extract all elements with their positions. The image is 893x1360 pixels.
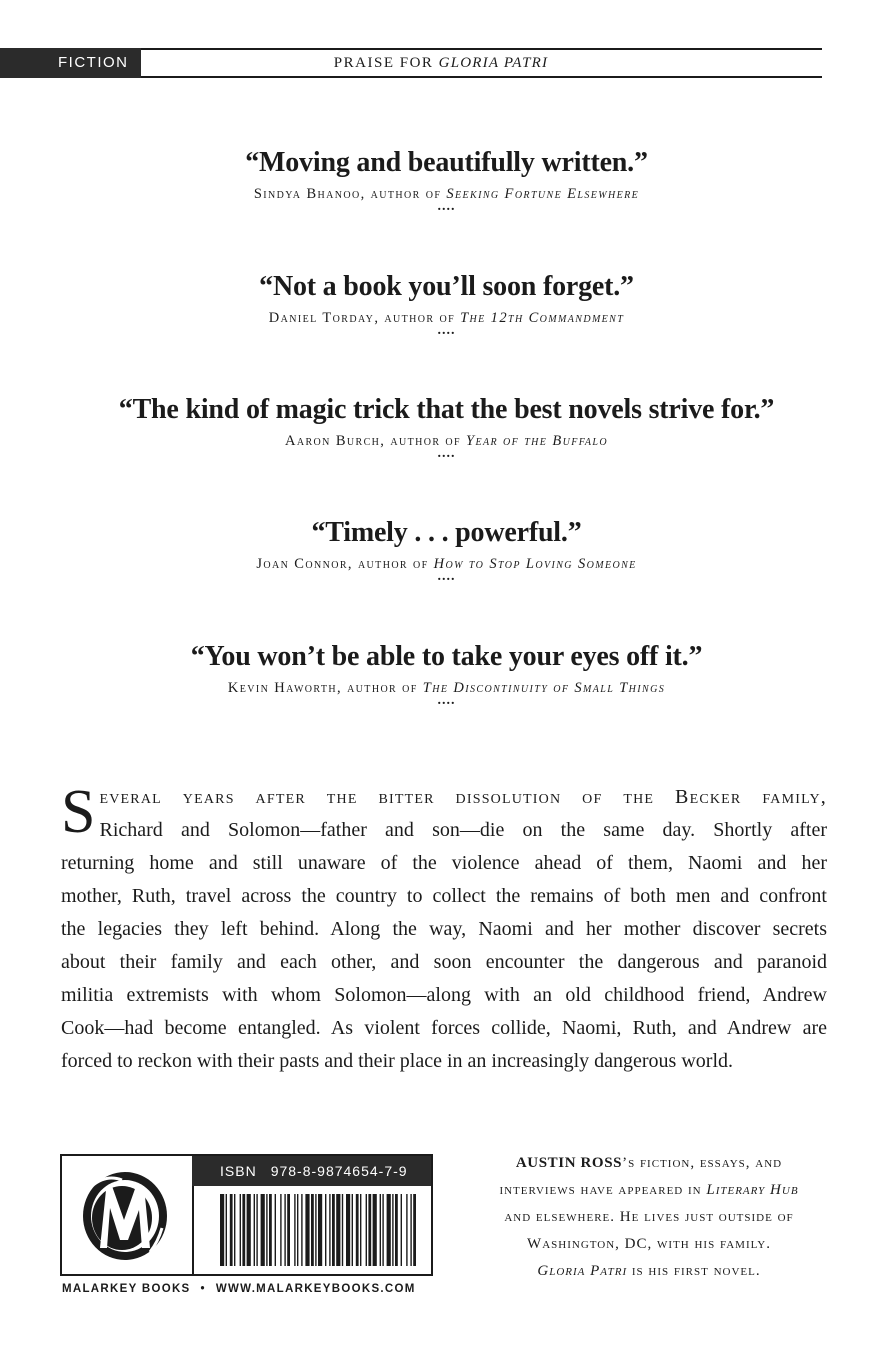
barcode-bar [406, 1194, 407, 1266]
blurb-separator: .... [437, 693, 456, 708]
publisher-url[interactable]: WWW.MALARKEYBOOKS.COM [215, 1283, 416, 1295]
synopsis-line: returning home and still unaware of the violence ahead of them, Naomi and her [61, 852, 827, 874]
barcode-bar [311, 1194, 314, 1266]
blurb-1 [0, 146, 893, 212]
isbn-bar [192, 1156, 431, 1186]
malarkey-logo-icon [62, 1156, 192, 1274]
synopsis-last-line: forced to reckon with their pasts and their place in an increasingly dangerous world. [61, 1050, 734, 1072]
blurb-role: , author of [347, 556, 434, 572]
barcode-bar [356, 1194, 359, 1266]
synopsis-line: the legacies they left behind. Along the way, Naomi and her mother discover secrets [61, 918, 827, 940]
barcode-bar [226, 1194, 227, 1266]
blurb-quote: “The kind of magic trick that the best novels strive for.” [118, 394, 775, 425]
synopsis-line: militia extremists with whom Solomon—along with an old childhood friend, Andrew [61, 984, 827, 1006]
blurb-author: Aaron Burch [284, 433, 381, 449]
blurb-author: Kevin Haworth [227, 680, 338, 696]
barcode-bar [254, 1194, 255, 1266]
barcode-bar [234, 1194, 235, 1266]
barcode-bar [410, 1194, 411, 1266]
blurb-3 [0, 393, 893, 459]
blurb-separator: .... [437, 446, 456, 461]
praise-heading [141, 50, 741, 76]
barcode-bar [297, 1194, 298, 1266]
blurb-quote: “You won’t be able to take your eyes off it.” [190, 641, 703, 672]
barcode-bar [261, 1194, 265, 1266]
barcode-bar [240, 1194, 241, 1266]
barcode-bar [294, 1194, 295, 1266]
drop-cap: S [61, 778, 96, 846]
blurb-role: , author of [337, 680, 423, 696]
barcode-bar [336, 1194, 340, 1266]
barcode-bar [368, 1194, 371, 1266]
blurb-quote: “Timely . . . powerful.” [311, 517, 582, 548]
bio-line-3: and elsewhere. He lives just outside of [504, 1209, 794, 1225]
barcode-bar [247, 1194, 251, 1266]
praise-prefix: PRAISE FOR [333, 55, 434, 71]
bio-line-2 [466, 1177, 832, 1204]
barcode-bar [380, 1194, 381, 1266]
blurb-separator: .... [437, 323, 456, 338]
bio-line-5 [466, 1258, 832, 1285]
barcode-bar [392, 1194, 393, 1266]
barcode-bar [266, 1194, 267, 1266]
barcode-bar [329, 1194, 330, 1266]
blurb-role: , author of [380, 433, 467, 449]
author-name: AUSTIN ROSS [515, 1155, 623, 1171]
isbn-number: 978-8-9874654-7-9 [270, 1163, 408, 1179]
bio-publication: Literary Hub [706, 1182, 799, 1198]
blurb-quote: “Moving and beautifully written.” [245, 147, 648, 178]
bio-text: ’s fiction, essays, and [622, 1155, 783, 1171]
barcode-bar [280, 1194, 281, 1266]
barcode-bar [395, 1194, 398, 1266]
barcode-bar [318, 1194, 322, 1266]
author-bio [466, 1150, 832, 1285]
blurb-separator: .... [437, 199, 456, 214]
synopsis [61, 778, 827, 1078]
barcode-bar [413, 1194, 416, 1266]
synopsis-line: Richard and Solomon—father and son—die on the same day. Shortly after [99, 819, 827, 841]
barcode-bar [342, 1194, 343, 1266]
blurb-book: How to Stop Loving Someone [433, 556, 637, 572]
barcode-bar [220, 1194, 224, 1266]
isbn-label: ISBN [220, 1163, 257, 1179]
blurb-book: The Discontinuity of Small Things [422, 680, 666, 696]
blurb-book: Seeking Fortune Elsewhere [446, 186, 640, 202]
barcode-bar [332, 1194, 335, 1266]
barcode-bar [366, 1194, 367, 1266]
bio-book-title: Gloria Patri [537, 1263, 628, 1279]
genre-tab: FICTION [0, 48, 141, 78]
barcode-bar [325, 1194, 326, 1266]
logo-cell [62, 1156, 194, 1274]
blurb-author: Daniel Torday [268, 310, 375, 326]
bio-line-1 [466, 1150, 832, 1177]
synopsis-line: mother, Ruth, travel across the country to collect the remains of both men and confront [61, 885, 827, 907]
barcode-bar [346, 1194, 350, 1266]
blurb-book: The 12th Commandment [460, 310, 625, 326]
blurb-separator: .... [437, 569, 456, 584]
barcode-bar [284, 1194, 285, 1266]
blurb-2 [0, 270, 893, 336]
bio-text: is his first novel. [627, 1263, 761, 1279]
blurb-quote: “Not a book you’ll soon forget.” [259, 271, 634, 302]
praise-book-title: GLORIA PATRI [438, 55, 549, 71]
barcode-bar [242, 1194, 245, 1266]
footer-bullet: • [200, 1283, 206, 1295]
blurb-5 [0, 640, 893, 706]
barcode-bar [256, 1194, 257, 1266]
blurb-4 [0, 516, 893, 582]
barcode-icon [220, 1194, 416, 1266]
blurb-author: Sindya Bhanoo [253, 186, 361, 202]
barcode-bar [401, 1194, 402, 1266]
barcode-bar [360, 1194, 361, 1266]
bio-text: interviews have appeared in [499, 1182, 707, 1198]
barcode-bar [352, 1194, 353, 1266]
publisher-footer [62, 1283, 434, 1295]
blurb-role: , author of [374, 310, 461, 326]
bio-line-4: Washington, DC, with his family. [527, 1236, 771, 1252]
barcode-bar [287, 1194, 290, 1266]
barcode-bar [373, 1194, 377, 1266]
barcode-bar [275, 1194, 276, 1266]
publisher-name: MALARKEY BOOKS [62, 1283, 191, 1295]
blurb-book: Year of the Buffalo [466, 433, 609, 449]
barcode-bar [230, 1194, 233, 1266]
synopsis-line: Cook—had become entangled. As violent forces collide, Naomi, Ruth, and Andrew are [61, 1017, 827, 1039]
barcode-bar [387, 1194, 391, 1266]
barcode-bar [382, 1194, 383, 1266]
barcode-bar [301, 1194, 302, 1266]
synopsis-line: about their family and each other, and soon encounter the dangerous and paranoid [61, 951, 827, 973]
synopsis-lead-in: everal years after the bitter dissolution of the Becker family, [99, 786, 827, 808]
barcode-bar [315, 1194, 316, 1266]
blurb-author: Joan Connor [256, 556, 348, 572]
blurb-role: , author of [360, 186, 447, 202]
barcode-bar [305, 1194, 309, 1266]
barcode-bar [269, 1194, 272, 1266]
publisher-box [60, 1154, 433, 1276]
